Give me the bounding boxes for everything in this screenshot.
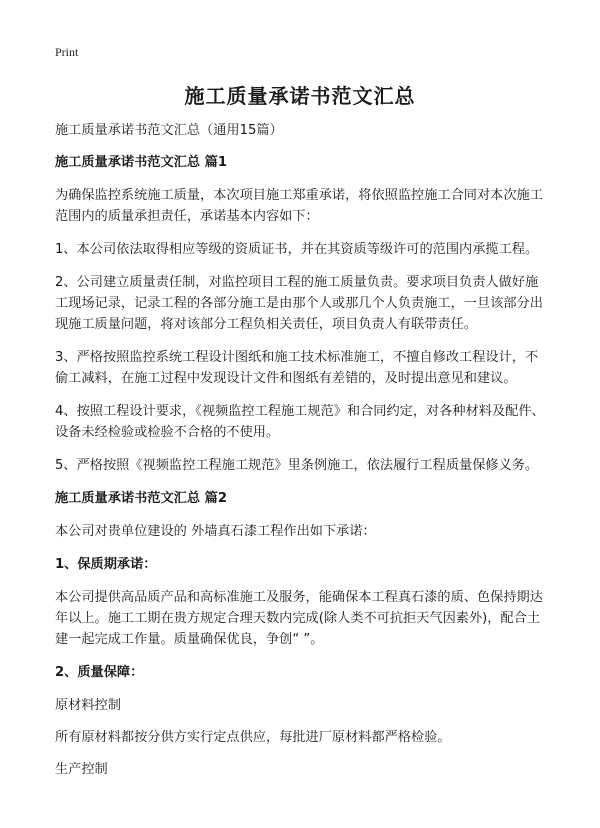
- document-subtitle: 施工质量承诺书范文汇总（通用15篇）: [55, 123, 283, 138]
- page-title: 施工质量承诺书范文汇总: [184, 84, 416, 108]
- section-heading-2: 施工质量承诺书范文汇总 篇2: [55, 491, 228, 506]
- section-heading-1: 施工质量承诺书范文汇总 篇1: [55, 155, 228, 170]
- paragraph-item-4: 4、按照工程设计要求，《视频监控工程施工规范》和合同约定，对各种材料及配件、设备未经检验或检验不合格的不使用。: [55, 404, 545, 440]
- paragraph-production-control-label: 生产控制: [55, 762, 108, 777]
- paragraph-item-2: 2、公司建立质量责任制，对监控项目工程的施工质量负责。要求项目负责人做好施工现场记录，记录工程的各部分施工是由那个人或那几个人负责施工，一旦该部分出现施工质量问题，将对该部分工程负相关责任，项目负责人有联带责任。: [55, 275, 543, 332]
- paragraph-item-5: 5、严格按照《视频监控工程施工规范》里条例施工，依法履行工程质量保修义务。: [55, 458, 539, 473]
- document-body: [55, 120, 548, 791]
- paragraph-item-3: 3、严格按照监控系统工程设计图纸和施工技术标准施工，不擅自修改工程设计，不偷工减料，在施工过程中发现设计文件和图纸有差错的，及时提出意见和建议。: [55, 350, 539, 386]
- paragraph-material-control: 所有原材料都按分供方实行定点供应，每批进厂原材料都严格检验。: [55, 730, 451, 745]
- paragraph-material-control-label: 原材料控制: [55, 698, 121, 713]
- paragraph-commitment-intro: 本公司对贵单位建设的 外墙真石漆工程作出如下承诺：: [55, 524, 376, 539]
- subheading-warranty: 1、保质期承诺：: [55, 557, 157, 572]
- subheading-quality: 2、质量保障：: [55, 665, 144, 680]
- paragraph-item-1: 1、本公司依法取得相应等级的资质证书，并在其资质等级许可的范围内承揽工程。: [55, 242, 539, 257]
- paragraph-intro: 为确保监控系统施工质量，本次项目施工郑重承诺，将依照监控施工合同对本次施工范围内的质量承担责任，承诺基本内容如下：: [55, 188, 543, 224]
- print-label: Print: [55, 45, 79, 59]
- paragraph-warranty: 本公司提供高品质产品和高标准施工及服务，能确保本工程真石漆的质、色保持期达 年以上。施工工期在贵方规定合理天数内完成(除人类不可抗拒天气因素外)，配合土建一起完成工作量。质量确保优良，争创“ ”。: [55, 590, 543, 647]
